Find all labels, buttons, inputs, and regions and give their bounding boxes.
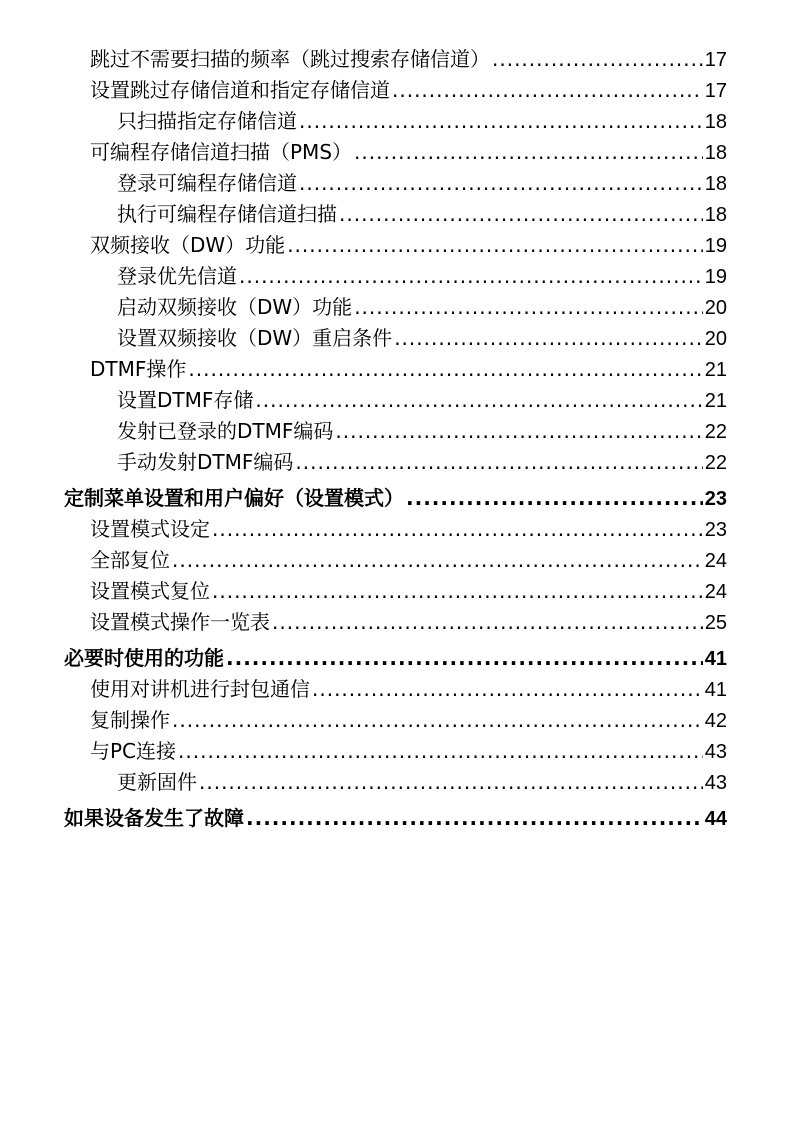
dot-leader xyxy=(492,44,703,75)
toc-entry-title: 全部复位 xyxy=(90,548,170,572)
dot-leader xyxy=(394,323,703,354)
dot-leader xyxy=(212,576,703,607)
toc-entry-title: 登录优先信道 xyxy=(117,264,237,288)
dot-leader xyxy=(255,385,702,416)
toc-entry-title: 必要时使用的功能 xyxy=(64,646,224,670)
toc-section-entry[interactable] xyxy=(0,736,791,767)
toc-subsection-entry[interactable] xyxy=(0,385,791,416)
toc-section-entry[interactable] xyxy=(0,137,791,168)
toc-section-entry[interactable] xyxy=(0,354,791,385)
dot-leader xyxy=(299,106,703,137)
dot-leader xyxy=(272,607,703,638)
toc-section-entry[interactable] xyxy=(0,576,791,607)
toc-section-entry[interactable] xyxy=(0,545,791,576)
toc-entry-page-number: 24 xyxy=(704,581,727,603)
toc-entry-title: DTMF操作 xyxy=(90,357,187,381)
toc-entry-page-number: 21 xyxy=(704,359,727,381)
toc-entry-title: 定制菜单设置和用户偏好（设置模式） xyxy=(64,486,404,510)
dot-leader xyxy=(406,482,703,514)
toc-entry-page-number: 23 xyxy=(704,519,727,541)
toc-entry-title: 设置DTMF存储 xyxy=(117,388,254,412)
toc-entry-page-number: 20 xyxy=(704,297,727,319)
dot-leader xyxy=(172,705,703,736)
dot-leader xyxy=(239,261,703,292)
toc-entry-title: 设置模式设定 xyxy=(90,517,210,541)
toc-section-entry[interactable] xyxy=(0,705,791,736)
toc-entry-title: 双频接收（DW）功能 xyxy=(90,233,286,257)
dot-leader xyxy=(178,736,703,767)
toc-subsection-entry[interactable] xyxy=(0,261,791,292)
toc-entry-page-number: 25 xyxy=(704,612,727,634)
toc-entry-page-number: 19 xyxy=(704,235,727,257)
toc-entry-page-number: 23 xyxy=(704,488,727,510)
toc-section-entry[interactable] xyxy=(0,44,791,75)
toc-entry-page-number: 18 xyxy=(704,142,727,164)
toc-section-entry[interactable] xyxy=(0,607,791,638)
toc-section-entry[interactable] xyxy=(0,75,791,106)
toc-subsection-entry[interactable] xyxy=(0,416,791,447)
dot-leader xyxy=(172,545,703,576)
dot-leader xyxy=(354,292,703,323)
toc-entry-page-number: 41 xyxy=(704,648,727,670)
toc-entry-title: 更新固件 xyxy=(117,770,197,794)
toc-entry-title: 与PC连接 xyxy=(90,739,177,763)
toc-chapter-entry[interactable] xyxy=(0,802,791,834)
toc-entry-page-number: 18 xyxy=(704,173,727,195)
toc-chapter-entry[interactable] xyxy=(0,482,791,514)
toc-subsection-entry[interactable] xyxy=(0,323,791,354)
toc-subsection-entry[interactable] xyxy=(0,106,791,137)
dot-leader xyxy=(354,137,703,168)
toc-entry-title: 复制操作 xyxy=(90,708,170,732)
toc-entry-page-number: 18 xyxy=(704,204,727,226)
dot-leader xyxy=(299,168,703,199)
toc-entry-title: 只扫描指定存储信道 xyxy=(117,109,297,133)
toc-entry-title: 跳过不需要扫描的频率（跳过搜索存储信道） xyxy=(90,47,490,71)
dot-leader xyxy=(199,767,703,798)
toc-entry-page-number: 22 xyxy=(704,452,727,474)
toc-subsection-entry[interactable] xyxy=(0,199,791,230)
toc-entry-title: 发射已登录的DTMF编码 xyxy=(117,419,334,443)
dot-leader xyxy=(339,199,703,230)
toc-subsection-entry[interactable] xyxy=(0,292,791,323)
toc-subsection-entry[interactable] xyxy=(0,168,791,199)
toc-entry-page-number: 44 xyxy=(704,808,727,830)
toc-entry-page-number: 24 xyxy=(704,550,727,572)
toc-entry-title: 手动发射DTMF编码 xyxy=(117,450,294,474)
toc-entry-title: 设置模式操作一览表 xyxy=(90,610,270,634)
toc-entry-title: 如果设备发生了故障 xyxy=(64,806,244,830)
toc-entry-page-number: 42 xyxy=(704,710,727,732)
toc-entry-page-number: 43 xyxy=(704,741,727,763)
dot-leader xyxy=(212,514,703,545)
toc-entry-page-number: 43 xyxy=(704,772,727,794)
dot-leader xyxy=(287,230,703,261)
dot-leader xyxy=(188,354,702,385)
dot-leader xyxy=(226,642,703,674)
toc-entry-title: 启动双频接收（DW）功能 xyxy=(117,295,353,319)
toc-entry-page-number: 19 xyxy=(704,266,727,288)
toc-section-entry[interactable] xyxy=(0,514,791,545)
toc-entry-title: 设置双频接收（DW）重启条件 xyxy=(117,326,393,350)
toc-entry-title: 设置跳过存储信道和指定存储信道 xyxy=(90,78,390,102)
dot-leader xyxy=(246,802,703,834)
toc-section-entry[interactable] xyxy=(0,674,791,705)
dot-leader xyxy=(392,75,703,106)
toc-entry-title: 登录可编程存储信道 xyxy=(117,171,297,195)
toc-entry-title: 执行可编程存储信道扫描 xyxy=(117,202,337,226)
dot-leader xyxy=(312,674,703,705)
toc-entry-page-number: 20 xyxy=(704,328,727,350)
toc-entry-page-number: 17 xyxy=(704,80,727,102)
dot-leader xyxy=(335,416,702,447)
toc-entry-page-number: 21 xyxy=(704,390,727,412)
toc-entry-page-number: 41 xyxy=(704,679,727,701)
toc-entry-title: 使用对讲机进行封包通信 xyxy=(90,677,310,701)
toc-entry-page-number: 22 xyxy=(704,421,727,443)
toc-entry-page-number: 18 xyxy=(704,111,727,133)
toc-subsection-entry[interactable] xyxy=(0,767,791,798)
toc-subsection-entry[interactable] xyxy=(0,447,791,478)
dot-leader xyxy=(295,447,702,478)
toc-chapter-entry[interactable] xyxy=(0,642,791,674)
toc-entry-page-number: 17 xyxy=(704,49,727,71)
toc-entry-title: 设置模式复位 xyxy=(90,579,210,603)
toc-section-entry[interactable] xyxy=(0,230,791,261)
table-of-contents xyxy=(0,44,791,834)
toc-entry-title: 可编程存储信道扫描（PMS） xyxy=(90,140,353,164)
